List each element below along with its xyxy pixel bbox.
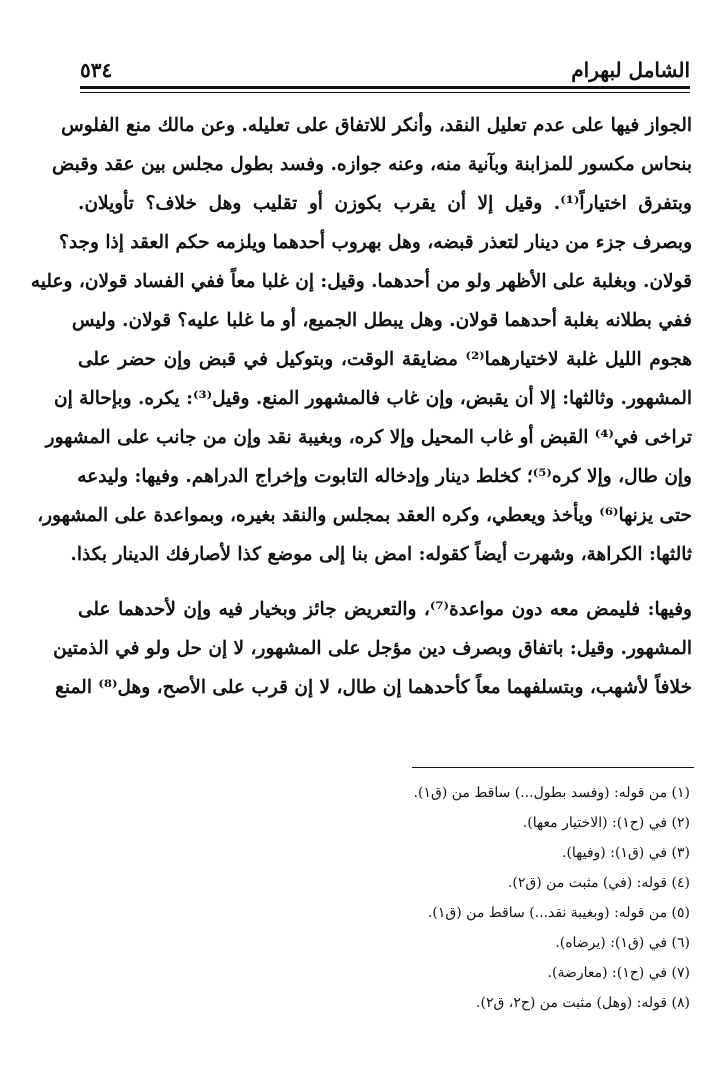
text-line: وفيها: فليمض معه دون مواعدة⁽⁷⁾، والتعريض جائز وبخيار فيه وإن لأحدهما على xyxy=(78,599,692,620)
text-line: تراخى في⁽⁴⁾ القبض أو غاب المحيل وإلا كره، وبغيبة نقد وإن من جانب على المشهور xyxy=(45,427,692,448)
text-line: المشهور. وقيل: باتفاق وبصرف دين مؤجل على المشهور، لا إن حل ولو في الذمتين xyxy=(53,638,692,659)
footnote: (٣) في (ق١): (وفيها). xyxy=(562,845,690,861)
text-line: وبتفرق اختياراً⁽¹⁾. وقيل إلا أن يقرب بكوزن أو تقليب وهل خلاف؟ تأويلان. xyxy=(78,193,692,214)
footnote-separator xyxy=(412,767,694,768)
text-line: وبصرف جزء من دينار لتعذر قبضه، وهل بهروب أحدهما ويلزمه حكم العقد إذا وجد؟ xyxy=(59,232,692,253)
text-line: ثالثها: الكراهة، وشهرت أيضاً كقوله: امض بنا إلى موضع كذا لأصارفك الدينار بكذا. xyxy=(70,544,692,565)
book-title: الشامل لبهرام xyxy=(571,58,690,82)
footnote: (٨) قوله: (وهل) مثبت من (ح٢، ق٢). xyxy=(476,995,690,1011)
footnote: (٤) قوله: (في) مثبت من (ق٢). xyxy=(507,875,690,891)
footnote: (٧) في (ح١): (معارضة). xyxy=(547,965,690,981)
page-number: ٥٣٤ xyxy=(80,58,113,82)
page-header xyxy=(80,58,690,88)
header-rule-thin xyxy=(80,92,690,93)
text-line: المشهور. وثالثها: إلا أن يقبض، وإن غاب فالمشهور المنع. وقيل⁽³⁾: يكره. وبإحالة إن xyxy=(54,388,692,409)
text-line: الجواز فيها على عدم تعليل النقد، وأنكر للاتفاق على تعليله. وعن مالك منع الفلوس xyxy=(61,115,692,136)
text-line: خلافاً لأشهب، وبتسلفهما معاً كأحدهما إن طال، لا إن قرب على الأصح، وهل⁽⁸⁾ المنع xyxy=(55,677,692,698)
footnote: (٦) في (ق١): (يرضاه). xyxy=(555,935,690,951)
main-text xyxy=(30,106,692,707)
text-line: بنحاس مكسور للمزابنة وبآنية منه، وعنه جوازه. وفسد بطول مجلس بين عقد وقبض xyxy=(51,154,692,175)
paragraph-gap xyxy=(78,574,692,590)
text-line: هجوم الليل غلبة لاختيارهما⁽²⁾ مضايقة الوقت، وبتوكيل في قبض وإن حضر على xyxy=(78,349,692,370)
footnotes xyxy=(270,778,690,1018)
header-rule-thick xyxy=(80,86,690,89)
text-line: قولان. وبغلبة على الأظهر ولو من أحدهما. وقيل: إن غلبا معاً ففي الفساد قولان، وعليه xyxy=(30,271,692,292)
text-line: وإن طال، وإلا كره⁽⁵⁾؛ كخلط دينار وإدخاله التابوت وإخراج الدراهم. وفيها: وليدعه xyxy=(77,466,692,487)
footnote: (٢) في (ح١): (الاختيار معها). xyxy=(522,815,690,831)
text-line: حتى يزنها⁽⁶⁾ ويأخذ ويعطي، وكره العقد بمجلس والنقد بغيره، وبمواعدة على المشهور، xyxy=(37,505,692,526)
text-line: ففي بطلانه بغلبة أحدهما قولان. وهل يبطل الجميع، أو ما غلبا عليه؟ قولان. وليس xyxy=(71,310,692,331)
footnote: (٥) من قوله: (وبغيبة نقد...) ساقط من (ق١). xyxy=(427,905,690,921)
footnote: (١) من قوله: (وفسد بطول...) ساقط من (ق١). xyxy=(413,785,690,801)
